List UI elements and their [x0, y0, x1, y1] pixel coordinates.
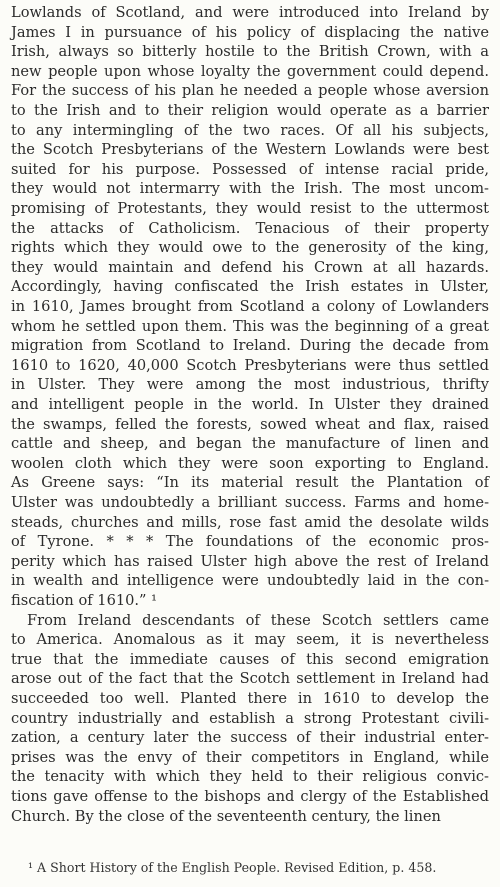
text-line: Ulster was undoubtedly a brilliant success. Farms and home- [11, 494, 489, 511]
text-line: Lowlands of Scotland, and were introduced into Ireland by [11, 4, 489, 21]
text-line: true that the immediate causes of this second emigration [11, 650, 489, 668]
text-line: perity which has raised Ulster high above the rest of Ireland [11, 552, 489, 570]
text-line: new people upon whose loyalty the government could depend. [11, 62, 489, 80]
text-line: steads, churches and mills, rose fast amid the desolate wilds [11, 513, 489, 531]
footnote: ¹ A Short History of the English People. Revised Edition, p. 458. [28, 860, 437, 875]
text-line: rights which they would owe to the generosity of the king, [11, 239, 489, 257]
text-line: For the success of his plan he needed a people whose aversion [11, 82, 489, 100]
text-line: to America. Anomalous as it may seem, it is nevertheless [11, 631, 489, 649]
text-line: cattle and sheep, and began the manufacture of linen and [11, 435, 489, 453]
text-line: they would not intermarry with the Irish. The most uncom- [11, 180, 489, 198]
text-line: Irish, always so bitterly hostile to the British Crown, with a [11, 43, 489, 61]
text-line: and intelligent people in the world. In Ulster they drained [11, 396, 489, 413]
text-line: promising of Protestants, they would resist to the uttermost [11, 200, 489, 217]
text-line: tions gave offense to the bishops and clergy of the Established [11, 788, 489, 805]
text-line: arose out of the fact that the Scotch settlement in Ireland had [11, 670, 489, 688]
text-line: to any intermingling of the two races. Of all his subjects, [11, 121, 489, 139]
text-line: country industrially and establish a strong Protestant civili- [11, 709, 489, 727]
text-line: of Tyrone. * * * The foundations of the economic pros- [11, 533, 489, 551]
text-line: migration from Scotland to Ireland. During the decade from [11, 337, 489, 355]
text-line: in Ulster. They were among the most industrious, thrifty [11, 376, 489, 394]
text-line: whom he settled upon them. This was the beginning of a great [11, 317, 489, 335]
text-line: zation, a century later the success of their industrial enter- [11, 729, 489, 747]
text-line: suited for his purpose. Possessed of intense racial pride, [11, 160, 489, 178]
text-line: As Greene says: “In its material result the Plantation of [11, 474, 489, 492]
text-line: in 1610, James brought from Scotland a colony of Lowlanders [11, 298, 489, 315]
text-line: in wealth and intelligence were undoubtedly laid in the con- [11, 572, 489, 590]
text-line: succeeded too well. Planted there in 1610 to develop the [11, 690, 489, 707]
text-line: the swamps, felled the forests, sowed wheat and flax, raised [11, 415, 489, 433]
text-line: 1610 to 1620, 40,000 Scotch Presbyterians were thus settled [11, 356, 489, 374]
text-line: the attacks of Catholicism. Tenacious of their property [11, 219, 489, 237]
text-line: the Scotch Presbyterians of the Western Lowlands were best [11, 141, 489, 159]
text-line: woolen cloth which they were soon exporting to England. [11, 454, 489, 472]
text-line: From Ireland descendants of these Scotch settlers came [27, 611, 489, 629]
text-line: prises was the envy of their competitors in England, while [11, 748, 489, 766]
text-line: the tenacity with which they held to their religious convic- [11, 768, 489, 786]
text-line: to the Irish and to their religion would operate as a barrier [11, 102, 489, 119]
text-line: James I in pursuance of his policy of displacing the native [11, 23, 489, 41]
text-line: Accordingly, having confiscated the Irish estates in Ulster, [11, 278, 489, 296]
text-line: they would maintain and defend his Crown at all hazards. [11, 258, 489, 276]
text-line: Church. By the close of the seventeenth century, the linen [11, 807, 441, 825]
text-line: fiscation of 1610.” ¹ [11, 592, 158, 609]
